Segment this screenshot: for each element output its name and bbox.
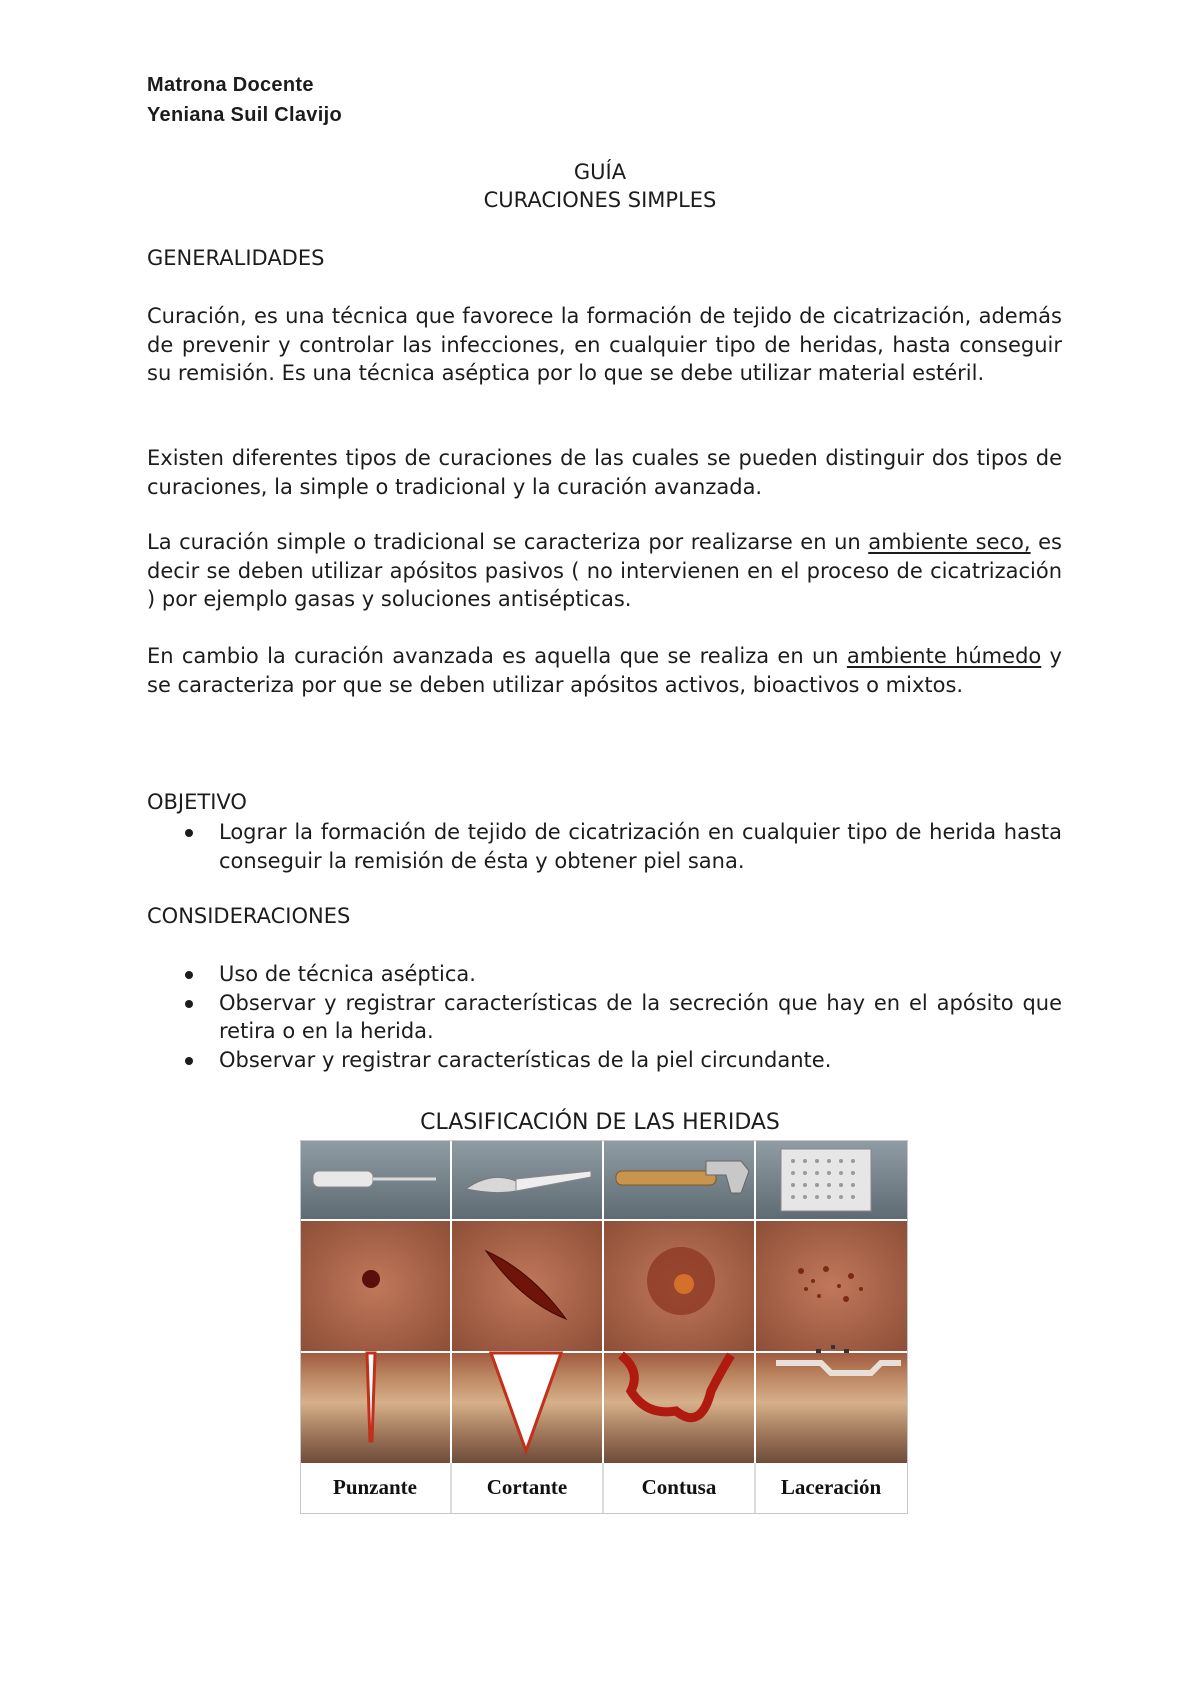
- list-item: Observar y registrar características de la secreción que hay en el apósito que retira o en la herida.: [147, 989, 1062, 1046]
- figure-title: CLASIFICACIÓN DE LAS HERIDAS: [420, 1110, 780, 1135]
- list-item: Uso de técnica aséptica.: [147, 960, 1062, 989]
- doc-title: GUÍA: [573, 160, 627, 184]
- underlined-term-ambiente-humedo: ambiente húmedo: [846, 644, 1042, 668]
- paragraph-curacion-avanzada: [147, 642, 1062, 699]
- heading-generalidades: GENERALIDADES: [147, 246, 325, 270]
- paragraph-curacion-simple: [147, 528, 1062, 614]
- heading-objetivo: OBJETIVO: [147, 790, 247, 814]
- objetivo-list: [147, 818, 1062, 875]
- text: y se caracteriza por que se deben utilizar apósitos activos, bioactivos o mixtos.: [147, 644, 1062, 697]
- wound-illustration: [301, 1141, 907, 1513]
- text: En cambio la curación avanzada es aquella que se realiza en un: [147, 644, 847, 668]
- skin-surface-row: [301, 1221, 907, 1351]
- text: La curación simple o tradicional se caracteriza por realizarse en un: [147, 530, 869, 554]
- wound-classification-figure: [300, 1140, 908, 1514]
- doc-subtitle: CURACIONES SIMPLES: [483, 188, 717, 212]
- puncture-wound-icon: [362, 1270, 380, 1288]
- paragraph-tipos: Existen diferentes tipos de curaciones de las cuales se pueden distinguir dos tipos de curaciones, la simple o tradicional y la curación avanzada.: [147, 446, 1062, 499]
- author-role: Matrona Docente: [147, 74, 314, 96]
- consideraciones-list: [147, 960, 1062, 1074]
- list-item: Lograr la formación de tejido de cicatrización en cualquier tipo de herida hasta conseguir la remisión de ésta y obtener piel sana.: [147, 818, 1062, 875]
- text: es decir se deben utilizar apósitos pasivos ( no intervienen en el proceso de cicatrización ) por ejemplo gasas y soluciones antisépticas.: [147, 530, 1062, 611]
- label-laceracion: Laceración: [780, 1475, 882, 1499]
- label-punzante: Punzante: [333, 1475, 417, 1499]
- paragraph-definicion: Curación, es una técnica que favorece la formación de tejido de cicatrización, además de prevenir y controlar las infecciones, en cualquier tipo de heridas, hasta conseguir su remisión. Es una técnica aséptica por lo que se debe utilizar material estéril.: [147, 304, 1062, 385]
- label-cortante: Cortante: [486, 1475, 568, 1499]
- puncture-section-icon: [367, 1353, 375, 1441]
- author-name: Yeniana Suil Clavijo: [147, 104, 342, 126]
- grater-icon: [781, 1149, 871, 1211]
- bruise-wound-icon: [647, 1247, 715, 1315]
- list-item: Observar y registrar características de la piel circundante.: [147, 1046, 1062, 1075]
- heading-consideraciones: CONSIDERACIONES: [147, 904, 351, 928]
- label-contusa: Contusa: [641, 1475, 717, 1499]
- underlined-term-ambiente-seco: ambiente seco,: [868, 530, 1031, 554]
